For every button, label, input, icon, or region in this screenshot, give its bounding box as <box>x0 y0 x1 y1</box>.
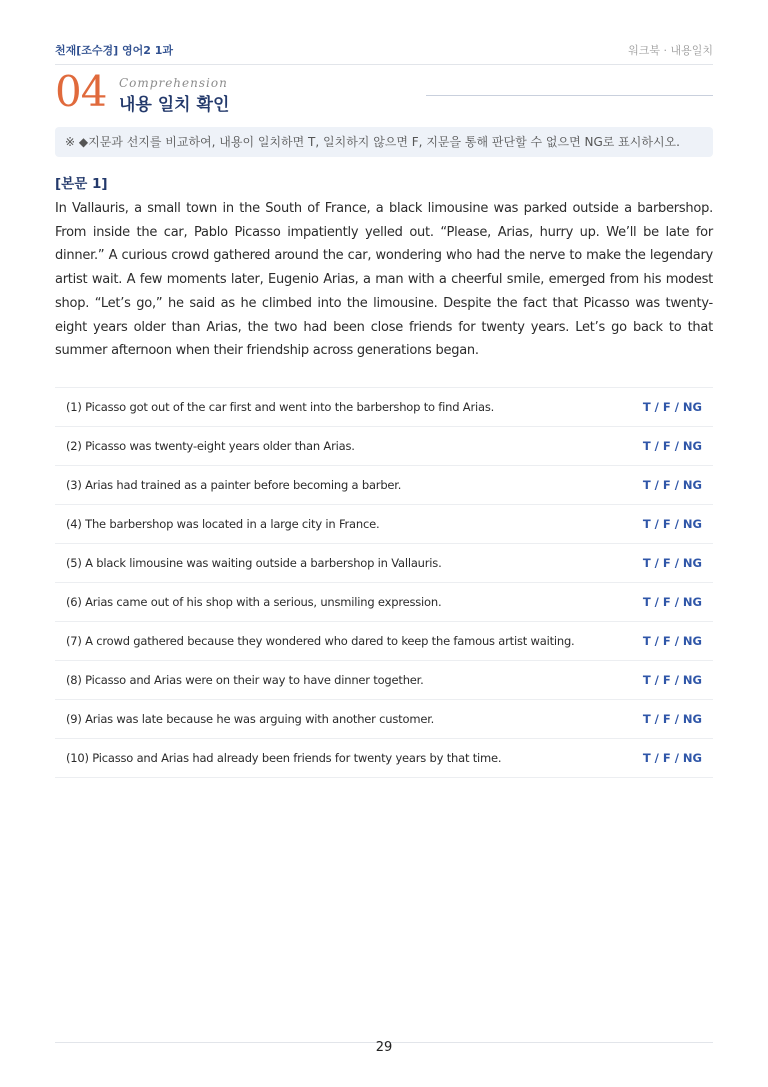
answer-choices[interactable]: T / F / NG <box>642 595 702 609</box>
question-row <box>55 466 713 505</box>
answer-choices[interactable]: T / F / NG <box>642 673 702 687</box>
question-row <box>55 622 713 661</box>
answer-choices[interactable]: T / F / NG <box>642 634 702 648</box>
question-row <box>55 544 713 583</box>
question-text: (3) Arias had trained as a painter before becoming a barber. <box>66 478 402 492</box>
page-number: 29 <box>375 1040 393 1055</box>
answer-choices[interactable]: T / F / NG <box>642 712 702 726</box>
answer-choices[interactable]: T / F / NG <box>642 556 702 570</box>
question-text: (10) Picasso and Arias had already been friends for twenty years by that time. <box>66 751 502 765</box>
question-row <box>55 427 713 466</box>
question-row <box>55 388 713 427</box>
question-text: (9) Arias was late because he was arguing with another customer. <box>66 712 435 726</box>
question-row <box>55 505 713 544</box>
section-number: 04 <box>55 67 107 116</box>
question-list <box>55 387 713 778</box>
title-rule <box>426 95 713 96</box>
passage-text: In Vallauris, a small town in the South of France, a black limousine was parked outside a barbershop. From inside the car, Pablo Picasso impatiently yelled out. “Please, Arias, hurry up. We’ll be late for dinner.” A curious crowd gathered around the car, wondering who had the nerve to make the legendary artist wait. A few moments later, Eugenio Arias, a man with a cheerful smile, emerged from his modest shop. “Let’s go,” he said as he climbed into the limousine. Despite the fact that Picasso was twenty-eight years older than Arias, the two had been close friends for twenty years. Let’s go back to that summer afternoon when their friendship across generations began. <box>55 201 713 359</box>
question-row <box>55 739 713 778</box>
instruction-box: ※ ◆지문과 선지를 비교하여, 내용이 일치하면 T, 일치하지 않으면 F, 지문을 통해 판단할 수 없으면 NG로 표시하시오. <box>55 127 713 157</box>
question-text: (7) A crowd gathered because they wondered who dared to keep the famous artist waiting. <box>66 634 575 648</box>
question-text: (6) Arias came out of his shop with a serious, unsmiling expression. <box>66 595 442 609</box>
question-text: (8) Picasso and Arias were on their way to have dinner together. <box>66 673 424 687</box>
answer-choices[interactable]: T / F / NG <box>642 439 702 453</box>
answer-choices[interactable]: T / F / NG <box>642 751 702 765</box>
answer-choices[interactable]: T / F / NG <box>642 517 702 531</box>
workbook-page <box>55 0 713 1087</box>
section-subtitle: Comprehension <box>119 76 228 90</box>
answer-choices[interactable]: T / F / NG <box>642 478 702 492</box>
passage-label: [본문 1] <box>55 176 108 192</box>
question-row <box>55 583 713 622</box>
header-course-label: 천재[조수경] 영어2 1과 <box>55 44 174 57</box>
header-section-label: 워크북 · 내용일치 <box>628 44 713 57</box>
question-text: (5) A black limousine was waiting outside a barbershop in Vallauris. <box>66 556 442 570</box>
header-divider <box>55 64 713 65</box>
question-text: (2) Picasso was twenty-eight years older than Arias. <box>66 439 355 453</box>
section-title: 내용 일치 확인 <box>119 95 230 115</box>
question-text: (1) Picasso got out of the car first and went into the barbershop to find Arias. <box>66 400 495 414</box>
answer-choices[interactable]: T / F / NG <box>642 400 702 414</box>
question-text: (4) The barbershop was located in a large city in France. <box>66 517 380 531</box>
question-row <box>55 661 713 700</box>
question-row <box>55 700 713 739</box>
running-header <box>55 42 713 58</box>
